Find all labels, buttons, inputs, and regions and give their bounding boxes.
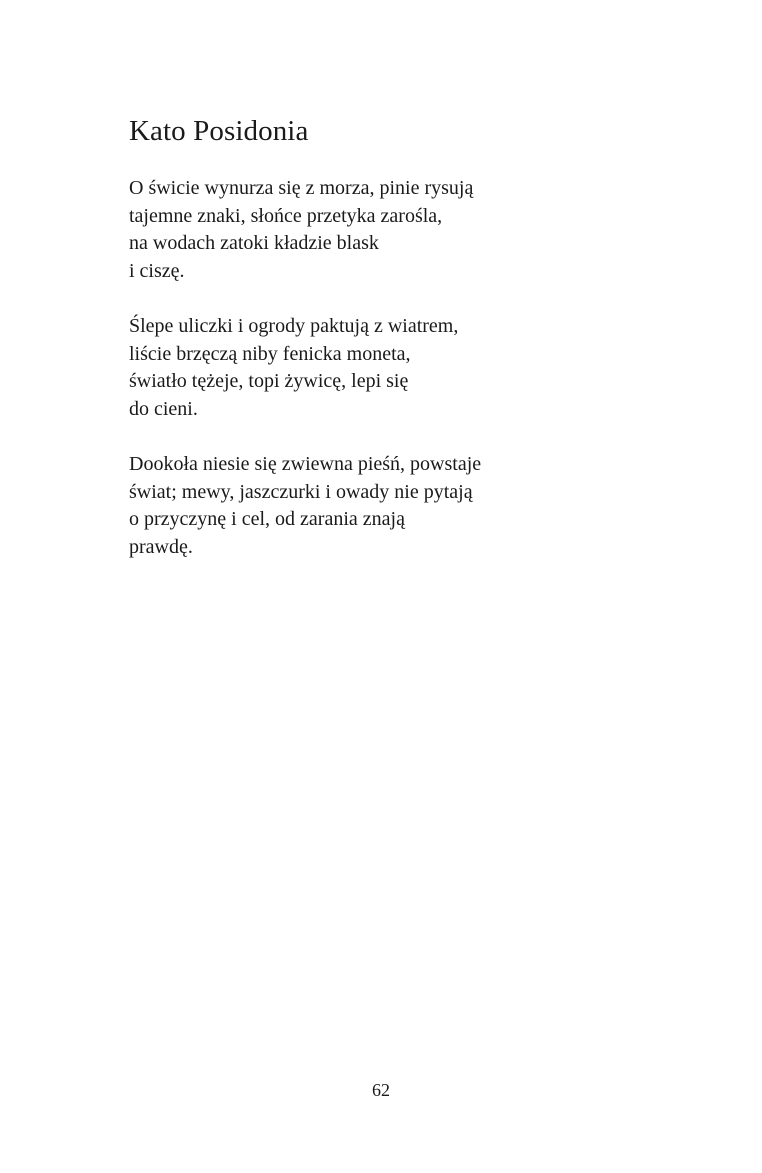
verse-line: O świcie wynurza się z morza, pinie rysują — [129, 177, 474, 199]
stanza-3 — [129, 451, 649, 561]
verse-line: i ciszę. — [129, 259, 185, 282]
verse-line: liście brzęczą niby fenicka moneta, — [129, 342, 411, 365]
poem-body — [129, 175, 649, 589]
verse-line: do cieni. — [129, 397, 198, 420]
verse-line: Dookoła niesie się zwiewna pieśń, powstaje — [129, 453, 482, 475]
verse-line: na wodach zatoki kładzie blask — [129, 232, 379, 254]
verse-line: Ślepe uliczki i ogrody paktują z wiatrem, — [129, 315, 459, 337]
verse-line: świat; mewy, jaszczurki i owady nie pytają — [129, 480, 473, 503]
page-number: 62 — [372, 1080, 390, 1100]
verse-line: prawdę. — [129, 535, 193, 558]
stanza-1 — [129, 175, 649, 285]
poem-title: Kato Posidonia — [129, 115, 309, 147]
stanza-2 — [129, 313, 649, 423]
verse-line: światło tężeje, topi żywicę, lepi się — [129, 370, 409, 392]
verse-line: o przyczynę i cel, od zarania znają — [129, 508, 405, 530]
verse-line: tajemne znaki, słońce przetyka zarośla, — [129, 204, 443, 227]
